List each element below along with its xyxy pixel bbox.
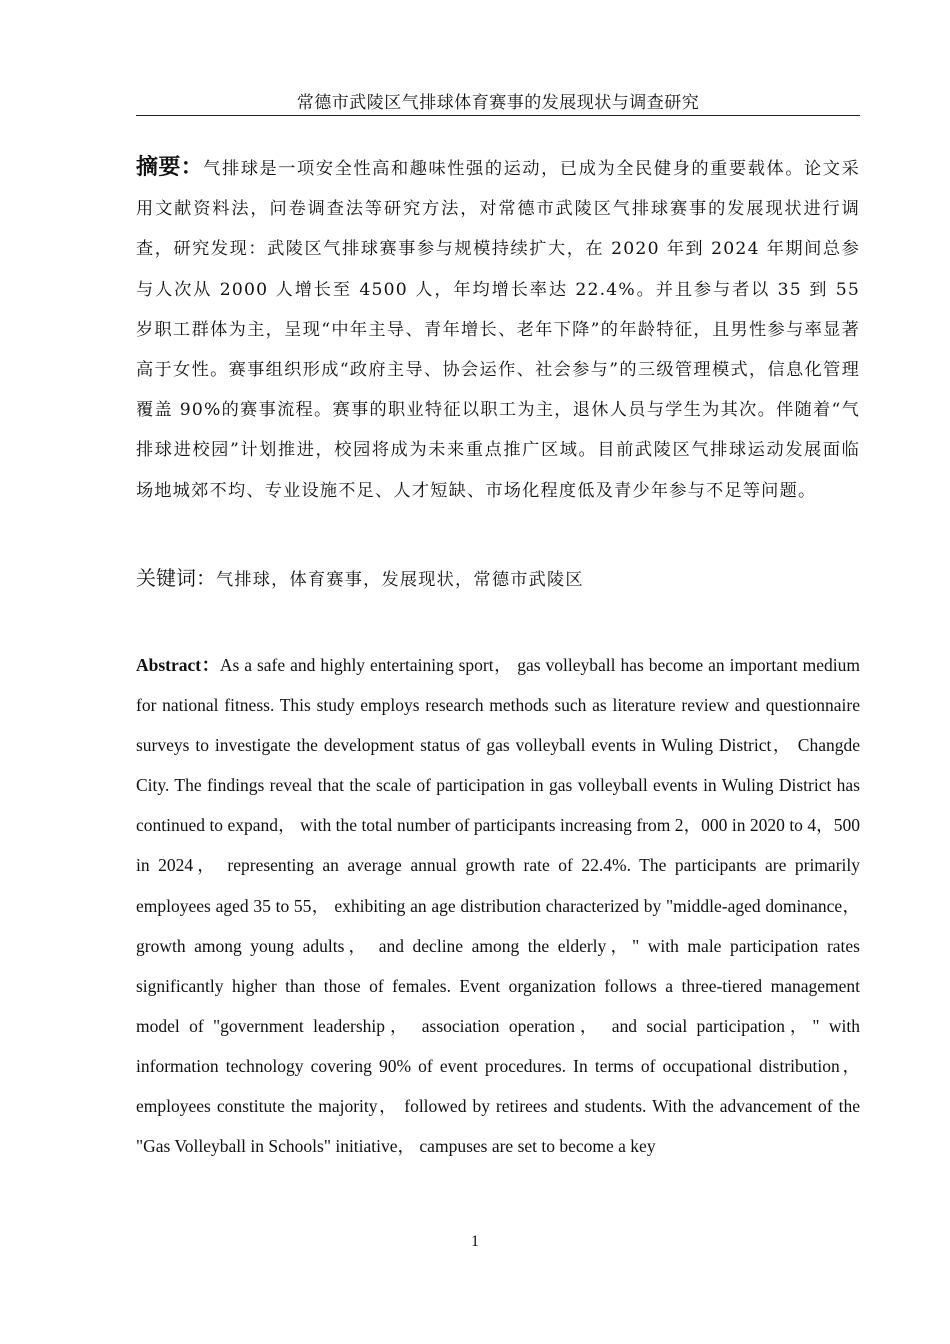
abstract-english-text: As a safe and highly entertaining sport， gas volleyball has become an important medium for national fitness. This study employs research methods such as literature review and questionnaire surveys to investigate the development status of gas volleyball events in Wuling District， Changde City. The findings reveal that the scale of participation in gas volleyball events in Wuling District has continued to expand， with the total number of participants increasing from 2，000 in 2020 to 4，500 in 2024， representing an average annual growth rate of 22.4%. The participants are primarily employees aged 35 to 55， exhibiting an age distribution characterized by "middle-aged dominance， growth among young adults， and decline among the elderly，" with male participation rates significantly higher than those of females. Event organization follows a three-tiered management model of "government leadership， association operation， and social participation，" with information technology covering 90% of event procedures. In terms of occupational distribution， employees constitute the majority， followed by retirees and students. With the advancement of the "Gas Volleyball in Schools" initiative， campuses are set to become a key xyxy=(136,655,860,1157)
abstract-chinese-text: 气排球是一项安全性高和趣味性强的运动，已成为全民健身的重要载体。论文采用文献资料法，问卷调查法等研究方法，对常德市武陵区气排球赛事的发展现状进行调查，研究发现：武陵区气排球赛事参与规模持续扩大，在 2020 年到 2024 年期间总参与人次从 2000 人增长至 4500 人，年均增长率达 22.4%。并且参与者以 35 到 55 岁职工群体为主，呈现“中年主导、青年增长、老年下降”的年龄特征，且男性参与率显著高于女性。赛事组织形成“政府主导、协会运作、社会参与”的三级管理模式，信息化管理覆盖 90%的赛事流程。赛事的职业特征以职工为主，退休人员与学生为其次。伴随着“气排球进校园”计划推进，校园将成为未来重点推广区域。目前武陵区气排球运动发展面临场地城郊不均、专业设施不足、人才短缺、市场化程度低及青少年参与不足等问题。 xyxy=(136,159,860,501)
abstract-chinese xyxy=(136,148,860,511)
keywords-label: 关键词： xyxy=(136,566,216,590)
page-number: 1 xyxy=(471,1233,479,1250)
keywords-chinese xyxy=(136,560,860,598)
keywords-text: 气排球，体育赛事，发展现状，常德市武陵区 xyxy=(216,570,584,590)
abstract-english xyxy=(136,645,860,1166)
header-divider xyxy=(136,115,860,116)
abstract-chinese-label: 摘要： xyxy=(136,155,204,180)
running-header-title: 常德市武陵区气排球体育赛事的发展现状与调查研究 xyxy=(296,93,700,113)
abstract-english-label: Abstract： xyxy=(136,655,220,675)
